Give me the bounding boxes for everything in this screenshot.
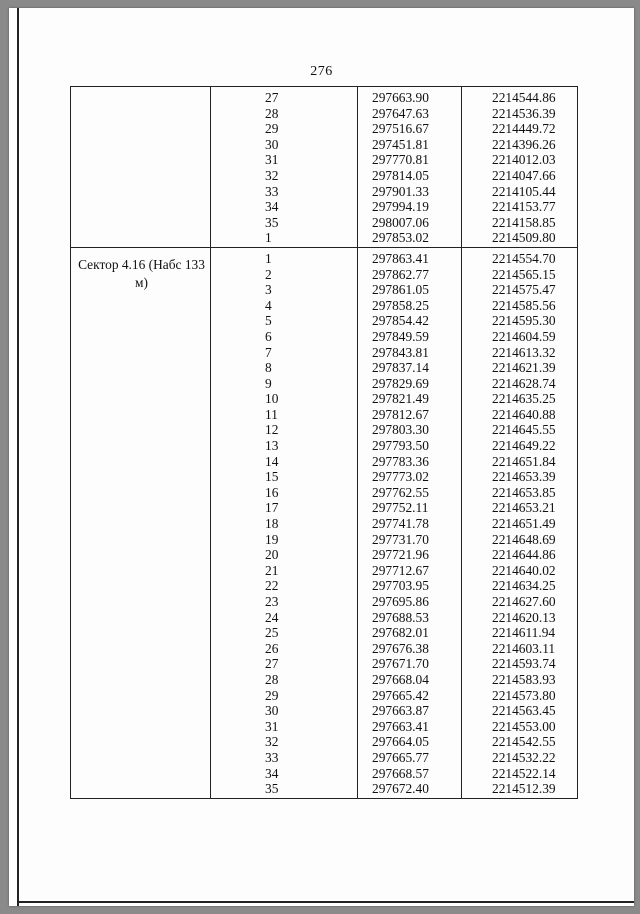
point-number: 14: [265, 453, 279, 469]
point-number: 35: [265, 781, 279, 797]
coordinate-x: 297682.01: [372, 625, 429, 641]
coordinate-y: 2214644.86: [492, 547, 556, 563]
coordinate-y: 2214603.11: [492, 640, 556, 656]
coordinate-x: 297665.42: [372, 687, 429, 703]
coordinate-y: 2214554.70: [492, 250, 556, 266]
point-number: 19: [265, 531, 279, 547]
point-number: 8: [265, 360, 272, 376]
point-number: 20: [265, 547, 279, 563]
coordinate-x: 297663.87: [372, 703, 429, 719]
coordinate-x: 297994.19: [372, 199, 429, 215]
point-number: 28: [265, 671, 279, 687]
coordinate-x: 297451.81: [372, 136, 429, 152]
point-number: 24: [265, 609, 279, 625]
point-number: 33: [265, 183, 279, 199]
coordinate-y: 2214634.25: [492, 578, 556, 594]
coordinate-x: 297863.41: [372, 250, 429, 266]
point-number: 32: [265, 734, 279, 750]
point-number-list: [211, 87, 357, 247]
coordinate-x-column-cell: [358, 87, 462, 248]
coordinate-x: 297663.90: [372, 90, 429, 105]
coordinate-y: 2214553.00: [492, 718, 556, 734]
coordinate-x: 297731.70: [372, 531, 429, 547]
coordinate-y: 2214153.77: [492, 199, 556, 215]
sector-cell: [71, 247, 211, 798]
coordinate-x: 297773.02: [372, 469, 429, 485]
coordinate-y: 2214047.66: [492, 167, 556, 183]
coordinate-x: 297668.57: [372, 765, 429, 781]
coordinate-x: 297849.59: [372, 328, 429, 344]
coordinate-y: 2214593.74: [492, 656, 556, 672]
coordinate-y: 2214585.56: [492, 297, 556, 313]
point-number: 34: [265, 765, 279, 781]
coordinate-y: 2214653.85: [492, 484, 556, 500]
coordinate-x: 297663.41: [372, 718, 429, 734]
point-number: 21: [265, 562, 279, 578]
coordinate-x: 297647.63: [372, 105, 429, 121]
point-number: 4: [265, 297, 272, 313]
point-number: 1: [265, 230, 272, 246]
coordinate-y-list: [462, 248, 577, 798]
coordinate-y: 2214105.44: [492, 183, 556, 199]
sector-label: Сектор 4.16 (Набс 133 м): [78, 256, 205, 291]
point-number: 18: [265, 516, 279, 532]
coordinate-x: 297664.05: [372, 734, 429, 750]
coordinate-y: 2214012.03: [492, 152, 556, 168]
coordinate-x: 297668.04: [372, 671, 429, 687]
point-number: 11: [265, 406, 278, 422]
coordinate-x-column-cell: [358, 247, 462, 798]
coordinate-y: 2214595.30: [492, 313, 556, 329]
coordinate-y: 2214635.25: [492, 391, 556, 407]
coordinate-y: 2214628.74: [492, 375, 556, 391]
coordinate-x-list: [358, 248, 461, 798]
coordinate-x: 297843.81: [372, 344, 429, 360]
point-number: 30: [265, 703, 279, 719]
coordinate-x: 297829.69: [372, 375, 429, 391]
coordinate-x: 297516.67: [372, 121, 429, 137]
coordinate-x: 297671.70: [372, 656, 429, 672]
coordinate-y: 2214575.47: [492, 282, 556, 298]
coordinate-y: 2214583.93: [492, 671, 556, 687]
point-number: 2: [265, 266, 272, 282]
scan-border-left: [17, 8, 19, 906]
point-number: 29: [265, 687, 279, 703]
point-number: 31: [265, 718, 279, 734]
coordinate-x: 297862.77: [372, 266, 429, 282]
coordinates-table: [70, 86, 578, 799]
sector-cell: [71, 87, 211, 248]
coordinate-y: 2214627.60: [492, 594, 556, 609]
coordinate-x: 297712.67: [372, 562, 429, 578]
point-number: 29: [265, 121, 279, 137]
page-number: 276: [310, 64, 333, 79]
sector-label: [71, 87, 210, 95]
coordinate-y: 2214651.49: [492, 516, 556, 532]
point-number: 1: [265, 250, 272, 266]
coordinate-x: 297803.30: [372, 422, 429, 438]
coordinate-y: 2214449.72: [492, 121, 556, 137]
document-page: [9, 8, 634, 906]
coordinate-y: 2214573.80: [492, 687, 556, 703]
coordinate-x: 297752.11: [372, 500, 429, 516]
point-number: 3: [265, 282, 272, 298]
coordinate-y: 2214653.39: [492, 469, 556, 485]
coordinate-x: 297861.05: [372, 282, 429, 298]
coordinate-y-column-cell: [462, 87, 578, 248]
scan-border-bottom: [17, 901, 634, 903]
coordinate-y: 2214563.45: [492, 703, 556, 719]
coordinate-x: 297783.36: [372, 453, 429, 469]
point-number: 16: [265, 484, 279, 500]
coordinate-y-column-cell: [462, 247, 578, 798]
coordinate-x: 297665.77: [372, 749, 429, 765]
coordinate-x: 297688.53: [372, 609, 429, 625]
coordinate-y: 2214544.86: [492, 90, 556, 105]
coordinate-x: 297858.25: [372, 297, 429, 313]
point-number: 9: [265, 375, 272, 391]
coordinate-y-list: [462, 87, 577, 247]
coordinate-y: 2214158.85: [492, 214, 556, 230]
coordinate-y: 2214653.21: [492, 500, 556, 516]
point-number: 25: [265, 625, 279, 641]
coordinate-x: 297853.02: [372, 230, 429, 246]
coordinate-y: 2214522.14: [492, 765, 556, 781]
coordinate-x: 297854.42: [372, 313, 429, 329]
coordinate-y: 2214396.26: [492, 136, 556, 152]
coordinate-y: 2214604.59: [492, 328, 556, 344]
point-number: 12: [265, 422, 279, 438]
coordinate-x: 298007.06: [372, 214, 429, 230]
coordinate-x: 297814.05: [372, 167, 429, 183]
coordinate-x: 297703.95: [372, 578, 429, 594]
point-number-list: [211, 248, 357, 798]
point-number: 15: [265, 469, 279, 485]
coordinate-y: 2214645.55: [492, 422, 556, 438]
coordinate-x: 297762.55: [372, 484, 429, 500]
coordinate-y: 2214651.84: [492, 453, 556, 469]
coordinate-x: 297672.40: [372, 781, 429, 797]
coordinate-x: 297812.67: [372, 406, 429, 422]
point-number: 26: [265, 640, 279, 656]
coordinate-x: 297741.78: [372, 516, 429, 532]
point-number: 23: [265, 594, 279, 609]
point-number: 27: [265, 656, 279, 672]
coordinate-y: 2214512.39: [492, 781, 556, 797]
coordinate-y: 2214613.32: [492, 344, 556, 360]
coordinate-y: 2214648.69: [492, 531, 556, 547]
point-number-column-cell: [211, 87, 358, 248]
coordinate-y: 2214649.22: [492, 438, 556, 454]
point-number: 33: [265, 749, 279, 765]
table-block: [71, 247, 578, 798]
point-number: 10: [265, 391, 279, 407]
coordinate-x: 297695.86: [372, 594, 429, 609]
coordinates-table-body: [71, 87, 578, 799]
point-number: 27: [265, 90, 279, 105]
coordinate-x: 297837.14: [372, 360, 429, 376]
point-number: 28: [265, 105, 279, 121]
coordinate-y: 2214532.22: [492, 749, 556, 765]
coordinate-y: 2214640.02: [492, 562, 556, 578]
coordinate-y: 2214565.15: [492, 266, 556, 282]
point-number: 22: [265, 578, 279, 594]
point-number: 17: [265, 500, 279, 516]
coordinate-y: 2214611.94: [492, 625, 556, 641]
coordinate-y: 2214640.88: [492, 406, 556, 422]
table-block: [71, 87, 578, 248]
coordinate-x: 297821.49: [372, 391, 429, 407]
point-number: 31: [265, 152, 279, 168]
point-number: 13: [265, 438, 279, 454]
coordinate-y: 2214621.39: [492, 360, 556, 376]
coordinate-x-list: [358, 87, 461, 247]
point-number: 32: [265, 167, 279, 183]
coordinate-x: 297793.50: [372, 438, 429, 454]
coordinate-y: 2214509.80: [492, 230, 556, 246]
coordinate-y: 2214536.39: [492, 105, 556, 121]
point-number: 34: [265, 199, 279, 215]
coordinate-x: 297721.96: [372, 547, 429, 563]
point-number: 7: [265, 344, 272, 360]
point-number: 35: [265, 214, 279, 230]
point-number-column-cell: [211, 247, 358, 798]
coordinate-x: 297676.38: [372, 640, 429, 656]
coordinate-y: 2214542.55: [492, 734, 556, 750]
coordinate-x: 297901.33: [372, 183, 429, 199]
coordinate-x: 297770.81: [372, 152, 429, 168]
point-number: 30: [265, 136, 279, 152]
point-number: 6: [265, 328, 272, 344]
point-number: 5: [265, 313, 272, 329]
coordinate-y: 2214620.13: [492, 609, 556, 625]
